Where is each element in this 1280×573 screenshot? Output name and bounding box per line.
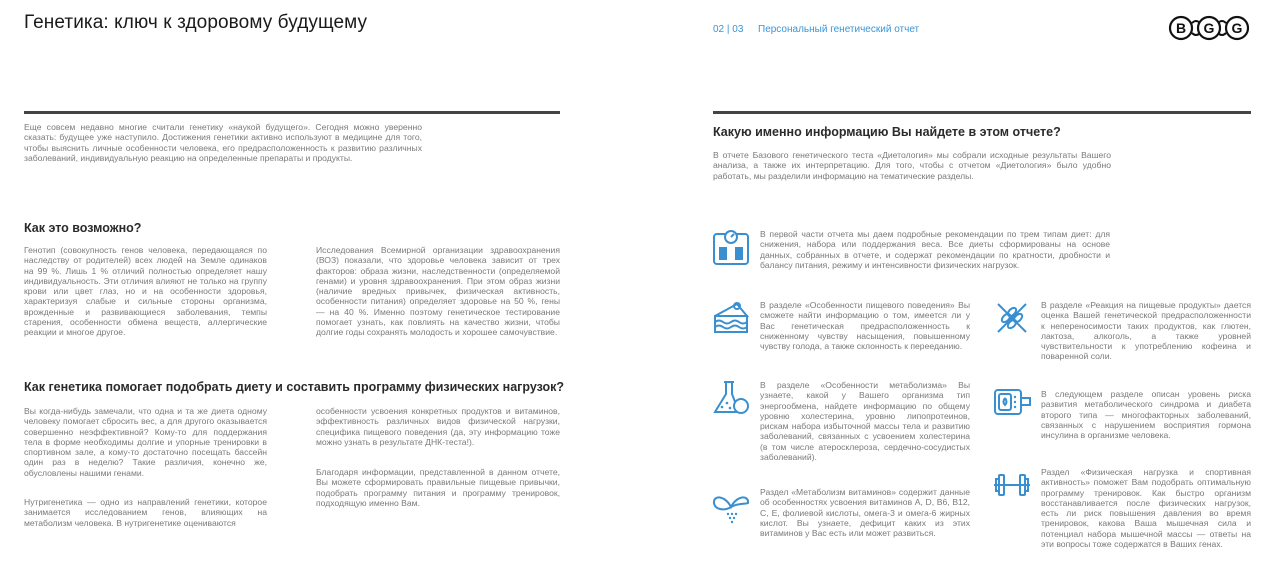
divider — [24, 111, 560, 114]
section-heading: Как генетика помогает подобрать диету и составить программу физических нагрузок? — [24, 380, 565, 394]
section-description: В разделе «Особенности метаболизма» Вы узнаете, какой у Вашего организма тип энергообмена, найдете информацию по общему уровню холестерина, уровню липопротеинов, рискам набора избыточной массы тела и развитию заболеваний, связанных с усвоением холестерина (в том числе атеросклероза, сердечно-сосудистых заболеваний). — [760, 380, 970, 463]
section-description: Раздел «Физическая нагрузка и спортивная активность» поможет Вам подобрать оптимальную программу тренировок. Как быстро организм восстанавливается после физических нагрузок, есть ли риск повышения давления во время тренировок, какова Ваша мышечная сила и потенциал набора мышечной массы — ответы на эти вопросы тоже содержатся в Ваших генах. — [1041, 467, 1251, 550]
paragraph: Нутригенетика — одно из направлений генетики, которое занимается исследованием генов, влияющих на метаболизм человека. В нутригенетике оцениваются — [24, 497, 267, 528]
no-wheat-icon — [992, 298, 1032, 338]
section-description: Раздел «Метаболизм витаминов» содержит данные об особенностях усвоения витаминов A, D, B6, B12, C, E, фолиевой кислоты, омега-3 и омега-6 жирных кислот. Вы узнаете, дефицит каких из этих витаминов у Вас есть или может развиться. — [760, 487, 970, 539]
page-title: Генетика: ключ к здоровому будущему — [24, 12, 368, 33]
report-title: Персональный генетический отчет — [758, 24, 920, 35]
divider — [713, 111, 1251, 114]
section-heading: Какую именно информацию Вы найдете в этом отчете? — [713, 125, 1061, 139]
logo-letter: B — [1175, 20, 1187, 36]
section-heading: Как это возможно? — [24, 221, 142, 235]
paragraph: Исследования Всемирной организации здравоохранения (ВОЗ) показали, что здоровье человека зависит от трех факторов: образа жизни, наследственности (определяемой генами) и уровня здравоохранения. При этом образ жизни (наличие вредных привычек, физическая активность, особенности питания) определяет здоровье на 50 %, гены — на 40 %. Именно поэтому генетическое тестирование помогает узнать, как повлиять на качество жизни, чтобы долгие годы сохранять молодость и хорошее самочувствие. — [316, 245, 560, 338]
paragraph: Генотип (совокупность генов человека, передающаяся по наследству от родителей) всех людей на Земле одинаков на 99 %. Лишь 1 % отличий полностью определяет нашу индивидуальность. Эти отличия влияют не только на группу крови или цвет глаз, но и на особенности здоровья, характеризуя слабые и сильные стороны организма, врожденные и развивающиеся заболевания, темпы старения, особенности обмена веществ, аллергические реакции и многое другое. — [24, 245, 267, 338]
paragraph: Благодаря информации, представленной в данном отчете, Вы можете сформировать правильные пищевые привычки, подобрать программу питания и программу тренировок, подходящую именно Вам. — [316, 467, 560, 508]
flask-icon — [711, 378, 751, 418]
dumbbell-icon — [992, 465, 1032, 505]
cake-icon — [711, 298, 751, 338]
paragraph: особенности усвоения конкретных продуктов и витаминов, эффективность различных видов физической нагрузки, специфика пищевого поведения (да, эту информацию тоже можно узнать в результате ДНК-теста!). — [316, 406, 560, 447]
vitamin-capsule-icon — [711, 487, 751, 527]
scale-icon — [711, 229, 751, 269]
section-description: В разделе «Реакция на пищевые продукты» дается оценка Вашей генетической предрасположенности к непереносимости таких продуктов, как глютен, лактоза, алкоголь, а также уровней чувствительности к употреблению кофеина и поваренной соли. — [1041, 300, 1251, 362]
logo-letter: G — [1231, 20, 1243, 36]
paragraph: Вы когда-нибудь замечали, что одна и та же диета одному человеку помогает сбросить вес, а для другого оказывается совершенно неэффективной? Кому-то для поддержания тела в форме необходимы долгие и упорные тренировки в спортивном зале, а кому-то достаточно посещать бассейн один раз в неделю? Такие различия, конечно же, обусловлены нашими генами. — [24, 406, 267, 478]
glucometer-icon — [992, 382, 1032, 422]
intro-paragraph: В отчете Базового генетического теста «Диетология» мы собрали исходные результаты Вашего анализа, а также их интерпретацию. Для того, чтобы с отчетом «Диетология» было удобно работать, мы разделили информацию на тематические разделы. — [713, 150, 1111, 181]
bgg-logo — [1168, 14, 1250, 42]
section-description: В разделе «Особенности пищевого поведения» Вы сможете найти информацию о том, имеется ли у Вас генетическая предрасположенность к сниженному чувству насыщения, повышенному чувству голода, а также склонность к перееданию. — [760, 300, 970, 352]
section-description: В следующем разделе описан уровень риска развития метаболического синдрома и диабета второго типа — многофакторных заболеваний, связанных с нарушением восприятия гормона инсулина в организме человека. — [1041, 389, 1251, 441]
intro-paragraph: Еще совсем недавно многие считали генетику «наукой будущего». Сегодня можно уверенно сказать: будущее уже наступило. Достижения генетики активно используют в медицине для того, чтобы выяснить личные особенности человека, его предрасположенность к развитию различных заболеваний, индивидуальную реакцию на определенные препараты и продукты. — [24, 122, 422, 163]
section-description: В первой части отчета мы даем подробные рекомендации по трем типам диет: для снижения, набора или поддержания веса. Все диеты сформированы на основе данных, собранных в отчете, и содержат рекомендации по кратности, дробности и балансу питания, режиму и интенсивности физических нагрузок. — [760, 229, 1110, 270]
logo-letter: G — [1203, 20, 1215, 36]
page-number: 02 | 03 — [713, 24, 744, 35]
